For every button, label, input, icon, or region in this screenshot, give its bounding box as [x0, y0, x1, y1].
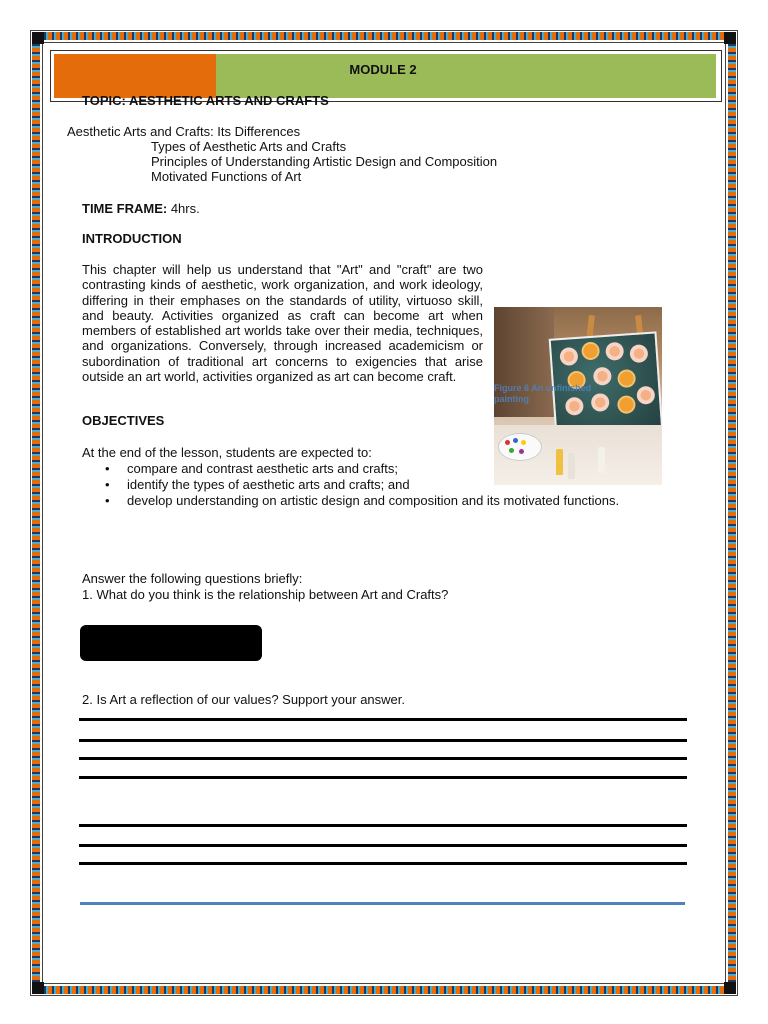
time-frame-label: TIME FRAME:	[82, 201, 168, 216]
objectives-list	[96, 461, 619, 509]
objectives-intro: At the end of the lesson, students are expected to:	[82, 445, 372, 460]
figure-caption-line: Figure 6 An unfinished	[494, 383, 592, 393]
canvas-dot	[581, 341, 600, 360]
palette-color	[505, 440, 510, 445]
redacted-answer-box	[80, 625, 262, 661]
answer-line	[79, 757, 687, 760]
border-corner-bottom-left	[32, 982, 44, 994]
canvas-dot	[605, 342, 624, 361]
contents-item: Types of Aesthetic Arts and Crafts	[151, 139, 347, 154]
contents-item: Principles of Understanding Artistic Design and Composition	[151, 154, 498, 169]
page-content-area	[42, 42, 726, 984]
bottom-rule	[80, 902, 685, 905]
figure-paint-palette	[498, 433, 542, 461]
figure-unfinished-painting-image	[494, 307, 662, 485]
border-corner-top-left	[32, 32, 44, 44]
answer-line	[79, 844, 687, 847]
time-frame-value: 4hrs.	[167, 201, 200, 216]
canvas-dot	[636, 386, 655, 405]
module-title: MODULE 2	[349, 62, 417, 77]
answer-line	[79, 718, 687, 721]
palette-color	[521, 440, 526, 445]
canvas-dot	[559, 347, 578, 366]
contents-item: Motivated Functions of Art	[151, 169, 302, 184]
figure-caption	[494, 383, 591, 405]
objective-item: • compare and contrast aesthetic arts and crafts;	[96, 461, 619, 477]
time-frame	[82, 201, 200, 216]
answer-line	[79, 824, 687, 827]
canvas-dot	[591, 393, 610, 412]
canvas-dot	[629, 344, 648, 363]
objective-item: • identify the types of aesthetic arts and crafts; and	[96, 477, 619, 493]
question-1: 1. What do you think is the relationship between Art and Crafts?	[82, 587, 449, 602]
canvas-dot	[617, 395, 636, 414]
palette-color	[509, 448, 514, 453]
border-corner-top-right	[724, 32, 736, 44]
answer-line	[79, 776, 687, 779]
palette-color	[513, 438, 518, 443]
palette-color	[519, 449, 524, 454]
introduction-paragraph: This chapter will help us understand that "Art" and "craft" are two contrasting kinds of aesthetic, work organization, and work ideology, differing in their emphases on the standards of utility, virtuoso skill, and beauty. Activities organized as craft can become art when members of established art worlds take over their media, techniques, and organizations. Conversely, through increased academicism or subordination of traditional art concerns to exigencies that arise outside an art world, activities organized as art can become craft.	[82, 262, 483, 385]
questions-intro: Answer the following questions briefly:	[82, 571, 303, 586]
objectives-heading: OBJECTIVES	[82, 413, 165, 428]
introduction-heading: INTRODUCTION	[82, 231, 182, 246]
canvas-dot	[617, 369, 636, 388]
question-2: 2. Is Art a reflection of our values? Support your answer.	[82, 692, 406, 707]
canvas-dot	[593, 367, 612, 386]
answer-line	[79, 862, 687, 865]
topic-heading: TOPIC: AESTHETIC ARTS AND CRAFTS	[82, 93, 329, 108]
objective-item: • develop understanding on artistic design and composition and its motivated functions.	[96, 493, 619, 509]
border-corner-bottom-right	[724, 982, 736, 994]
contents-heading: Aesthetic Arts and Crafts: Its Differences	[67, 124, 301, 139]
figure-caption-line: painting	[494, 394, 529, 404]
answer-line	[79, 739, 687, 742]
module-header-orange-block	[54, 54, 216, 98]
